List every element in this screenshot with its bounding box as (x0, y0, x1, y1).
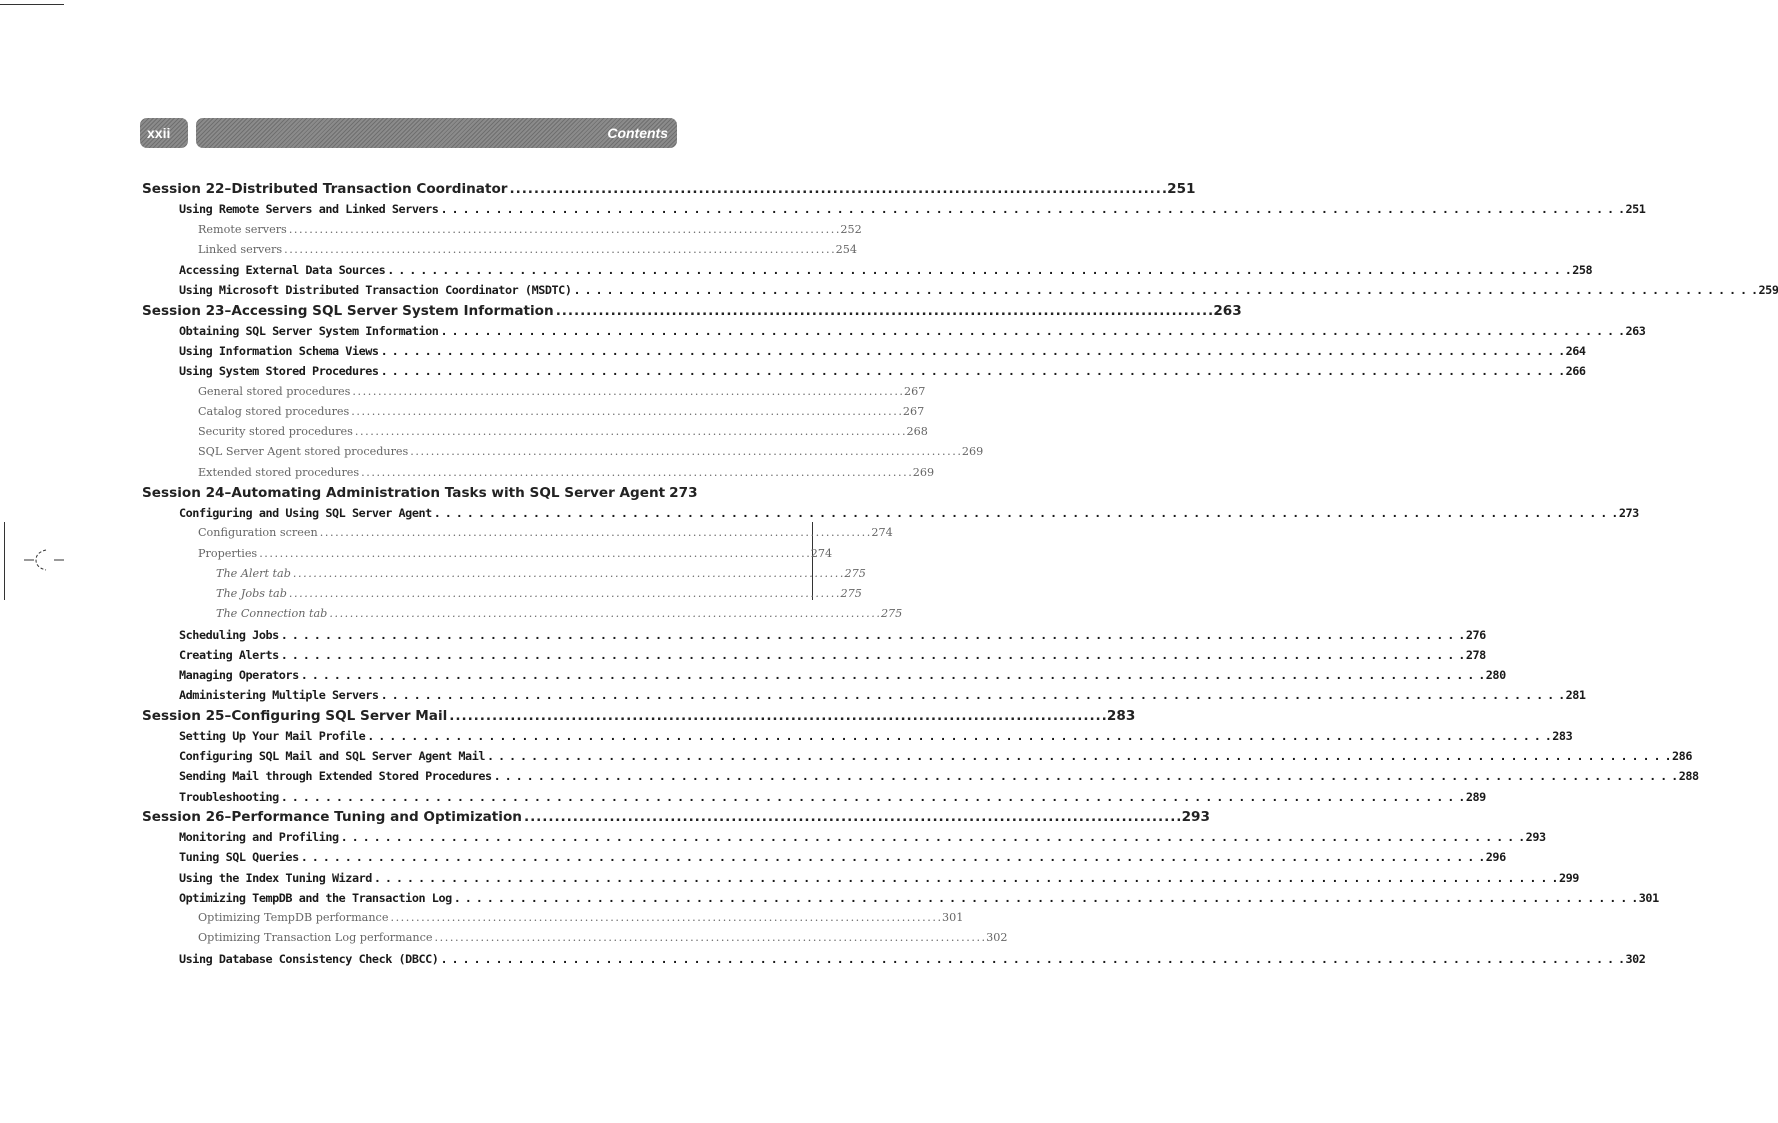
toc-subsection-entry (142, 463, 935, 483)
toc-entry-title: The Connection tab (216, 607, 328, 621)
running-header-tab (196, 118, 677, 148)
toc-entry-page: 288 (1678, 769, 1699, 784)
toc-entry-title: Scheduling Jobs (179, 627, 279, 642)
toc-entry-title: Session 24–Automating Administration Tasks with SQL Server Agent (142, 484, 666, 501)
dot-leader (556, 301, 1212, 321)
toc-entry-title: Using the Index Tuning Wizard (179, 870, 372, 885)
dot-leader (494, 766, 1677, 786)
toc-entry-page: 266 (1565, 364, 1586, 379)
toc-subsection-entry (142, 422, 928, 442)
crop-mark-left (4, 522, 5, 600)
toc-entry-title: Monitoring and Profiling (179, 830, 339, 844)
dot-leader (320, 523, 870, 543)
toc-entry-page: 301 (1638, 890, 1659, 905)
toc-section-entry (142, 787, 1486, 807)
toc-section-entry (142, 746, 1692, 766)
toc-entry-page: 302 (1625, 951, 1646, 966)
toc-entry-title: Extended stored procedures (198, 465, 360, 479)
toc-session-entry (142, 301, 1242, 321)
toc-entry-title: Tuning SQL Queries (179, 850, 299, 865)
toc-session-entry (142, 706, 1136, 726)
toc-entry-title: Remote servers (198, 222, 287, 236)
toc-entry-title: Setting Up Your Mail Profile (179, 728, 366, 743)
toc-entry-page: 283 (1106, 707, 1136, 724)
toc-entry-page: 274 (871, 526, 893, 540)
dot-leader (410, 442, 960, 462)
toc-subsection-entry (142, 544, 833, 564)
toc-entry-title: Accessing External Data Sources (179, 263, 386, 277)
toc-entry-page: 301 (942, 911, 964, 924)
toc-subsubsection-entry (142, 604, 903, 624)
dot-leader (259, 544, 809, 564)
registration-mark-icon (24, 548, 68, 572)
toc-section-entry (142, 685, 1586, 705)
toc-section-entry (142, 847, 1506, 867)
toc-section-entry (142, 827, 1546, 847)
dot-leader (281, 645, 1464, 665)
dot-leader (381, 361, 1564, 381)
toc-entry-title: Session 23–Accessing SQL Server System Information (142, 302, 554, 319)
dot-leader (487, 746, 1670, 766)
toc-entry-page: 302 (986, 931, 1008, 945)
toc-section-entry (142, 645, 1486, 665)
toc-entry-page: 252 (840, 222, 862, 236)
toc-entry-page: 251 (1167, 181, 1196, 197)
dot-leader (449, 706, 1105, 726)
toc-entry-title: Linked servers (198, 242, 283, 256)
dot-leader (301, 665, 1484, 685)
toc-entry-page: 275 (840, 587, 862, 600)
toc-entry-page: 268 (906, 425, 928, 438)
dot-leader (361, 463, 911, 483)
toc-entry-title: SQL Server Agent stored procedures (198, 445, 409, 459)
toc-section-entry (142, 199, 1646, 219)
toc-entry-title: Managing Operators (179, 668, 299, 682)
toc-entry-title: Using Database Consistency Check (DBCC) (179, 951, 439, 966)
toc-subsection-entry (142, 220, 862, 240)
toc-entry-page: 276 (1465, 627, 1486, 642)
toc-entry-page: 275 (880, 607, 903, 621)
toc-section-entry (142, 280, 1778, 300)
toc-entry-page: 286 (1672, 749, 1692, 763)
toc-subsubsection-entry (142, 564, 866, 584)
toc-entry-title: Sending Mail through Extended Stored Procedures (179, 769, 492, 784)
toc-entry-page: 296 (1485, 850, 1506, 865)
toc-entry-page: 293 (1525, 830, 1546, 844)
toc-section-entry (142, 361, 1586, 381)
toc-subsection-entry (142, 402, 925, 422)
dot-leader (281, 625, 1464, 645)
toc-entry-page: 258 (1572, 263, 1593, 277)
dot-leader (524, 807, 1180, 827)
toc-entry-title: Configuring and Using SQL Server Agent (179, 506, 432, 520)
toc-entry-title: Session 25–Configuring SQL Server Mail (142, 707, 448, 724)
dot-leader (341, 827, 1524, 847)
toc-entry-page: 293 (1181, 808, 1210, 825)
toc-section-entry (142, 726, 1573, 746)
dot-leader (390, 908, 940, 928)
dot-leader (434, 503, 1617, 523)
toc-entry-page: 275 (844, 566, 866, 580)
toc-section-entry (142, 949, 1646, 969)
toc-section-entry (142, 665, 1506, 685)
toc-entry-page: 274 (810, 546, 833, 560)
toc-entry-page: 259 (1758, 283, 1778, 298)
toc-entry-title: Optimizing TempDB performance (198, 911, 389, 924)
toc-entry-title: Using Remote Servers and Linked Servers (179, 202, 439, 217)
toc-entry-page: 267 (902, 404, 925, 418)
dot-leader (381, 685, 1564, 705)
toc-entry-title: The Jobs tab (216, 587, 287, 600)
toc-entry-title: Using Information Schema Views (179, 344, 379, 358)
dot-leader (440, 199, 1623, 219)
toc-entry-page: 289 (1465, 789, 1486, 804)
toc-entry-title: Optimizing Transaction Log performance (198, 931, 433, 945)
dot-leader (440, 949, 1623, 969)
toc-entry-title: Administering Multiple Servers (179, 688, 379, 703)
dot-leader (301, 847, 1484, 867)
toc-subsection-entry (142, 240, 858, 260)
toc-entry-title: Properties (198, 546, 258, 560)
toc-entry-page: 273 (1618, 506, 1639, 520)
toc-entry-page: 283 (1552, 728, 1573, 743)
toc-entry-title: Optimizing TempDB and the Transaction Log (179, 890, 452, 905)
toc-section-entry (142, 503, 1639, 523)
dot-leader (293, 564, 843, 584)
toc-section-entry (142, 766, 1699, 786)
toc-entry-title: The Alert tab (216, 566, 291, 580)
dot-leader (440, 321, 1623, 341)
toc-entry-page: 278 (1465, 647, 1486, 662)
toc-session-entry (142, 483, 698, 503)
dot-leader (435, 928, 985, 948)
toc-entry-title: Obtaining SQL Server System Information (179, 323, 439, 338)
table-of-contents (142, 179, 1778, 969)
toc-subsection-entry (142, 382, 926, 402)
dot-leader (284, 240, 834, 260)
toc-entry-title: Session 26–Performance Tuning and Optimization (142, 808, 522, 825)
dot-leader (374, 868, 1557, 888)
toc-entry-page: 281 (1565, 688, 1586, 703)
toc-subsection-entry (142, 908, 964, 928)
toc-section-entry (142, 625, 1486, 645)
toc-entry-page: 251 (1625, 202, 1646, 217)
dot-leader (352, 382, 902, 402)
toc-subsubsection-entry (142, 584, 862, 604)
toc-entry-page: 280 (1485, 668, 1506, 682)
dot-leader (289, 220, 839, 240)
running-header-title: Contents (607, 125, 668, 141)
toc-entry-title: Creating Alerts (179, 647, 279, 662)
page-number: xxii (147, 125, 171, 141)
toc-section-entry (142, 888, 1659, 908)
dot-leader (367, 726, 1550, 746)
toc-section-entry (142, 868, 1579, 888)
dot-leader (355, 422, 905, 442)
toc-entry-title: Troubleshooting (179, 789, 279, 804)
toc-entry-title: Security stored procedures (198, 425, 353, 438)
toc-entry-title: Catalog stored procedures (198, 404, 350, 418)
dot-leader (351, 402, 901, 422)
toc-section-entry (142, 321, 1646, 341)
toc-entry-title: Using System Stored Procedures (179, 364, 379, 379)
dot-leader (281, 787, 1464, 807)
toc-entry-page: 263 (1625, 323, 1646, 338)
toc-entry-title: Session 22–Distributed Transaction Coordinator (142, 181, 508, 197)
toc-section-entry (142, 341, 1586, 361)
toc-entry-page: 299 (1558, 870, 1579, 885)
toc-entry-page: 269 (912, 465, 935, 479)
toc-entry-page: 254 (835, 242, 858, 256)
dot-leader (454, 888, 1637, 908)
toc-entry-page: 269 (961, 445, 984, 459)
crop-mark-top (0, 4, 64, 5)
toc-entry-page: 273 (669, 484, 698, 501)
toc-entry-title: General stored procedures (198, 384, 351, 398)
toc-entry-page: 267 (904, 384, 926, 398)
toc-entry-page: 264 (1565, 344, 1586, 358)
page-number-tab (140, 118, 188, 148)
toc-session-entry (142, 807, 1210, 827)
dot-leader (510, 179, 1166, 199)
toc-subsection-entry (142, 928, 1008, 948)
toc-entry-title: Using Microsoft Distributed Transaction Coordinator (MSDTC) (179, 283, 572, 298)
dot-leader (381, 341, 1564, 361)
dot-leader (574, 280, 1757, 300)
toc-entry-page: 263 (1213, 302, 1242, 319)
dot-leader (387, 260, 1570, 280)
toc-session-entry (142, 179, 1196, 199)
toc-entry-title: Configuring SQL Mail and SQL Server Agent Mail (179, 749, 486, 763)
toc-entry-title: Configuration screen (198, 526, 318, 540)
toc-section-entry (142, 260, 1593, 280)
dot-leader (289, 584, 839, 604)
toc-subsection-entry (142, 523, 893, 543)
dot-leader (329, 604, 879, 624)
toc-subsection-entry (142, 442, 984, 462)
